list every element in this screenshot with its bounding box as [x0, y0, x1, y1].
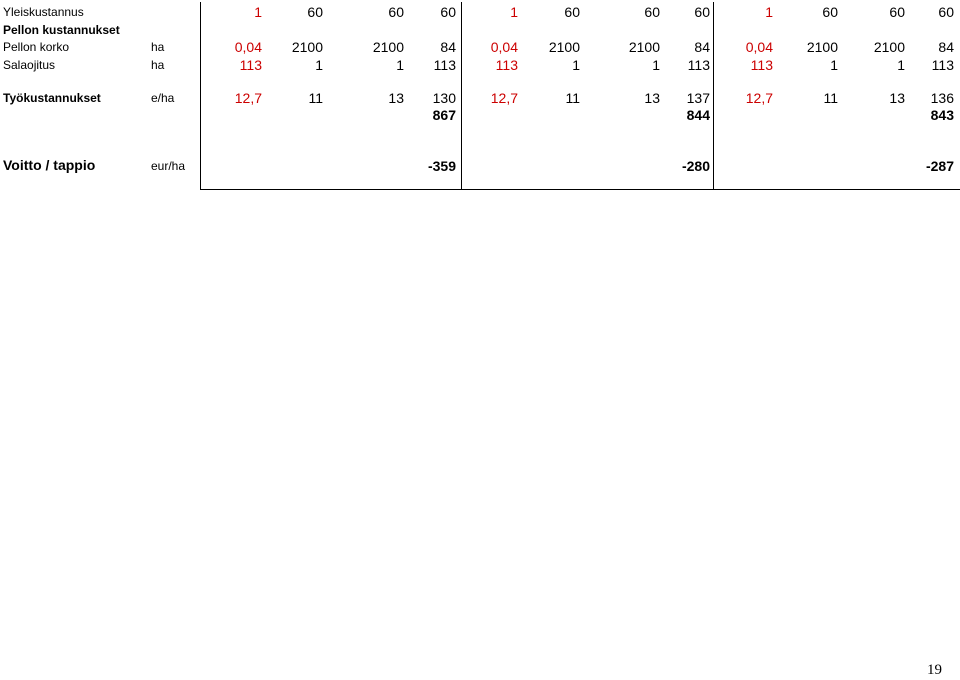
- row-unit: eur/ha: [151, 159, 186, 173]
- total-cell: 867: [432, 107, 456, 123]
- table-cell: 60: [440, 4, 456, 20]
- table-cell: 84: [938, 39, 954, 55]
- row-unit: ha: [151, 58, 165, 72]
- total-cell: -359: [427, 158, 456, 174]
- table-cell: 12,7: [234, 90, 262, 106]
- table-cell: 0,04: [490, 39, 518, 55]
- table-cell: 1: [254, 4, 262, 20]
- table-cell: 11: [308, 90, 323, 106]
- table-cell: 1: [765, 4, 773, 20]
- total-cell: 843: [930, 107, 954, 123]
- total-cell: 844: [686, 107, 710, 123]
- table-cell: 2100: [628, 39, 660, 55]
- row-label: Yleiskustannus: [3, 5, 84, 19]
- table-cell: 60: [822, 4, 838, 20]
- table-cell: 0,04: [745, 39, 773, 55]
- row-label: Salaojitus: [3, 58, 56, 72]
- table-cell: 113: [687, 57, 710, 73]
- table-cell: 1: [897, 57, 905, 73]
- table-cell: 1: [572, 57, 580, 73]
- table-cell: 60: [938, 4, 954, 20]
- table-cell: 60: [564, 4, 580, 20]
- table-cell: 2100: [548, 39, 580, 55]
- table-cell: 11: [565, 90, 580, 106]
- table-cell: 130: [432, 90, 456, 106]
- row-label: Työkustannukset: [3, 91, 101, 105]
- table-cell: 13: [889, 90, 905, 106]
- table-cell: 136: [930, 90, 954, 106]
- page-number: 19: [927, 662, 942, 678]
- table-cell: 0,04: [234, 39, 262, 55]
- table-cell: 12,7: [745, 90, 773, 106]
- bottom-border: [200, 189, 960, 190]
- table-cell: 1: [510, 4, 518, 20]
- table-cell: 1: [315, 57, 323, 73]
- total-cell: -280: [681, 158, 710, 174]
- table-cell: 1: [652, 57, 660, 73]
- column-divider: [713, 2, 714, 190]
- table-cell: 2100: [873, 39, 905, 55]
- table-cell: 113: [931, 57, 954, 73]
- table-cell: 60: [307, 4, 323, 20]
- table-cell: 13: [644, 90, 660, 106]
- table-cell: 60: [694, 4, 710, 20]
- total-cell: -287: [925, 158, 954, 174]
- table-cell: 60: [889, 4, 905, 20]
- table-cell: 11: [823, 90, 838, 106]
- row-label: Pellon kustannukset: [3, 23, 120, 37]
- table-cell: 84: [440, 39, 456, 55]
- table-cell: 2100: [291, 39, 323, 55]
- table-cell: 60: [388, 4, 404, 20]
- column-divider: [200, 2, 201, 190]
- row-label: Voitto / tappio: [3, 157, 96, 173]
- table-cell: 137: [686, 90, 710, 106]
- table-cell: 113: [239, 57, 262, 73]
- table-cell: 13: [388, 90, 404, 106]
- row-label: Pellon korko: [3, 40, 70, 54]
- table-cell: 1: [396, 57, 404, 73]
- table-cell: 113: [750, 57, 773, 73]
- row-unit: ha: [151, 40, 165, 54]
- table-cell: 1: [830, 57, 838, 73]
- column-divider: [461, 2, 462, 190]
- table-cell: 60: [644, 4, 660, 20]
- table-cell: 84: [694, 39, 710, 55]
- table-cell: 2100: [806, 39, 838, 55]
- row-unit: e/ha: [151, 91, 175, 105]
- table-cell: 113: [495, 57, 518, 73]
- table-cell: 12,7: [490, 90, 518, 106]
- table-cell: 2100: [372, 39, 404, 55]
- table-cell: 113: [433, 57, 456, 73]
